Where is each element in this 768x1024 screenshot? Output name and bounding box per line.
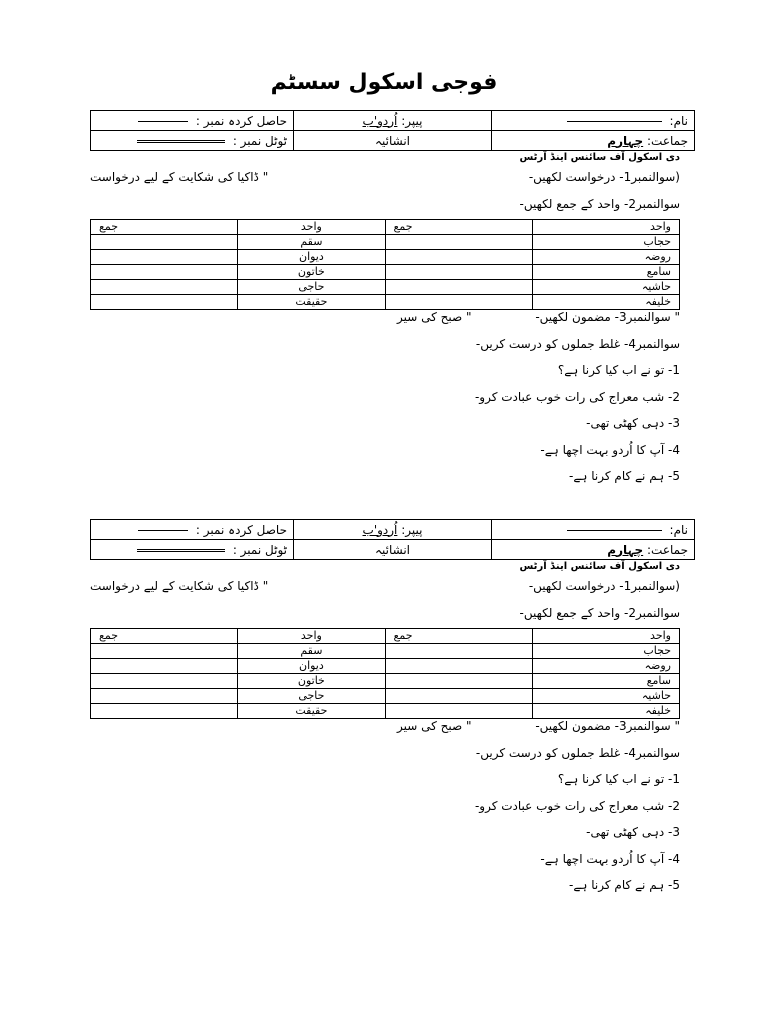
- table-cell: حاشیہ: [532, 280, 679, 295]
- sentence-item: 3- دہی کھٹی تھی-: [586, 416, 680, 431]
- total-marks-cell: [91, 131, 294, 151]
- question-3: [90, 719, 680, 743]
- table-header: جمع: [385, 629, 532, 644]
- question-3-topic: " صبح کی سیر: [396, 310, 472, 324]
- total-marks-line[interactable]: [137, 140, 225, 143]
- answer-cell[interactable]: [91, 235, 238, 250]
- class-value: چہارم: [607, 133, 644, 148]
- sentence-item: 4- آپ کا اُردو بہت اچھا ہے-: [540, 442, 680, 457]
- table-cell: حقیقت: [238, 704, 385, 719]
- answer-cell[interactable]: [91, 295, 238, 310]
- question-3: [90, 310, 680, 334]
- name-line[interactable]: [567, 121, 662, 122]
- answer-cell[interactable]: [385, 644, 532, 659]
- plural-table: [90, 628, 680, 719]
- name-line[interactable]: [567, 530, 662, 531]
- marks-obtained-cell: [91, 520, 294, 540]
- type-value: انشائیہ: [374, 542, 411, 557]
- table-cell: دیوان: [238, 659, 385, 674]
- paper-cell: [294, 111, 492, 131]
- type-cell: [294, 540, 492, 560]
- answer-cell[interactable]: [385, 674, 532, 689]
- table-row: [91, 674, 680, 689]
- worksheet-1: [90, 110, 688, 493]
- table-row: [91, 280, 680, 295]
- answer-cell[interactable]: [91, 280, 238, 295]
- total-marks-cell: [91, 540, 294, 560]
- table-cell: روضہ: [532, 250, 679, 265]
- question-2: سوالنمبر2- واحد کے جمع لکھیں-: [519, 197, 680, 211]
- total-marks-label: ٹوٹل نمبر :: [232, 542, 287, 557]
- sentence-item: 5- ہم نے کام کرنا ہے-: [569, 469, 680, 484]
- school-name: دی اسکول آف سائنس اینڈ آرٹس: [519, 561, 680, 572]
- table-cell: حقیقت: [238, 295, 385, 310]
- answer-cell[interactable]: [91, 644, 238, 659]
- type-cell: [294, 131, 492, 151]
- question-1-text: (سوالنمبر1- درخواست لکھیں-: [528, 170, 680, 184]
- sentence-item: 3- دہی کھٹی تھی-: [586, 825, 680, 840]
- class-value: چہارم: [607, 542, 644, 557]
- table-cell: خلیفہ: [532, 295, 679, 310]
- name-label: نام:: [669, 113, 688, 128]
- type-value: انشائیہ: [374, 133, 411, 148]
- question-3-topic: " صبح کی سیر: [396, 719, 472, 733]
- table-row: [91, 295, 680, 310]
- marks-obtained-line[interactable]: [138, 121, 188, 122]
- answer-cell[interactable]: [385, 295, 532, 310]
- answer-cell[interactable]: [385, 235, 532, 250]
- class-cell: [492, 540, 695, 560]
- question-1-topic: " ڈاکیا کی شکایت کے لیے درخواست: [90, 579, 269, 593]
- marks-obtained-cell: [91, 111, 294, 131]
- table-row: [91, 644, 680, 659]
- table-cell: سامع: [532, 265, 679, 280]
- table-cell: حاجی: [238, 689, 385, 704]
- answer-cell[interactable]: [91, 250, 238, 265]
- marks-obtained-label: حاصل کردہ نمبر :: [195, 113, 287, 128]
- table-cell: خلیفہ: [532, 704, 679, 719]
- worksheet-2: [90, 519, 688, 902]
- table-cell: حجاب: [532, 235, 679, 250]
- answer-cell[interactable]: [91, 674, 238, 689]
- sentence-item: 2- شب معراج کی رات خوب عبادت کرو-: [474, 389, 680, 404]
- table-cell: حاجی: [238, 280, 385, 295]
- total-marks-line[interactable]: [137, 549, 225, 552]
- table-row: [91, 265, 680, 280]
- sentence-item: 5- ہم نے کام کرنا ہے-: [569, 878, 680, 893]
- name-label: نام:: [669, 522, 688, 537]
- table-cell: حاشیہ: [532, 689, 679, 704]
- table-cell: خاتون: [238, 674, 385, 689]
- sentence-item: 4- آپ کا اُردو بہت اچھا ہے-: [540, 851, 680, 866]
- answer-cell[interactable]: [385, 704, 532, 719]
- question-4: سوالنمبر4- غلط جملوں کو درست کریں-: [475, 746, 680, 760]
- table-header: واحد: [532, 629, 679, 644]
- sentence-item: 1- تو نے اب کیا کرنا ہے؟: [557, 772, 680, 786]
- marks-obtained-label: حاصل کردہ نمبر :: [195, 522, 287, 537]
- table-cell: سامع: [532, 674, 679, 689]
- answer-cell[interactable]: [385, 265, 532, 280]
- class-label: جماعت:: [647, 133, 688, 148]
- table-header: واحد: [238, 629, 385, 644]
- paper-value: اُردو'ب: [362, 113, 398, 128]
- answer-cell[interactable]: [385, 250, 532, 265]
- table-cell: سقم: [238, 644, 385, 659]
- table-row: [91, 250, 680, 265]
- header-table: [90, 519, 695, 560]
- table-header: جمع: [385, 220, 532, 235]
- question-3-text: " سوالنمبر3- مضمون لکھیں-: [535, 719, 680, 733]
- table-header: جمع: [91, 220, 238, 235]
- name-cell: [492, 111, 695, 131]
- answer-cell[interactable]: [91, 704, 238, 719]
- question-2: سوالنمبر2- واحد کے جمع لکھیں-: [519, 606, 680, 620]
- table-cell: حجاب: [532, 644, 679, 659]
- paper-value: اُردو'ب: [362, 522, 398, 537]
- answer-cell[interactable]: [91, 265, 238, 280]
- table-row: [91, 704, 680, 719]
- table-header: جمع: [91, 629, 238, 644]
- question-3-text: " سوالنمبر3- مضمون لکھیں-: [535, 310, 680, 324]
- sentence-item: 1- تو نے اب کیا کرنا ہے؟: [557, 363, 680, 377]
- page-title: فوجی اسکول سسٹم: [270, 70, 498, 95]
- table-cell: خاتون: [238, 265, 385, 280]
- class-cell: [492, 131, 695, 151]
- question-1: [90, 577, 680, 606]
- table-row: [91, 235, 680, 250]
- answer-cell[interactable]: [385, 689, 532, 704]
- total-marks-label: ٹوٹل نمبر :: [232, 133, 287, 148]
- table-cell: دیوان: [238, 250, 385, 265]
- table-header: واحد: [238, 220, 385, 235]
- answer-cell[interactable]: [91, 689, 238, 704]
- header-table: [90, 110, 695, 151]
- class-label: جماعت:: [647, 542, 688, 557]
- question-1-topic: " ڈاکیا کی شکایت کے لیے درخواست: [90, 170, 269, 184]
- answer-cell[interactable]: [91, 659, 238, 674]
- paper-label: پیپر:: [401, 522, 423, 537]
- sentence-item: 2- شب معراج کی رات خوب عبادت کرو-: [474, 798, 680, 813]
- question-4: سوالنمبر4- غلط جملوں کو درست کریں-: [475, 337, 680, 351]
- question-1-text: (سوالنمبر1- درخواست لکھیں-: [528, 579, 680, 593]
- table-cell: سقم: [238, 235, 385, 250]
- answer-cell[interactable]: [385, 659, 532, 674]
- table-cell: روضہ: [532, 659, 679, 674]
- school-name: دی اسکول آف سائنس اینڈ آرٹس: [519, 152, 680, 163]
- marks-obtained-line[interactable]: [138, 530, 188, 531]
- table-row: [91, 659, 680, 674]
- answer-cell[interactable]: [385, 280, 532, 295]
- question-1: [90, 168, 680, 197]
- plural-table: [90, 219, 680, 310]
- name-cell: [492, 520, 695, 540]
- paper-cell: [294, 520, 492, 540]
- paper-label: پیپر:: [401, 113, 423, 128]
- table-row: [91, 689, 680, 704]
- table-header: واحد: [532, 220, 679, 235]
